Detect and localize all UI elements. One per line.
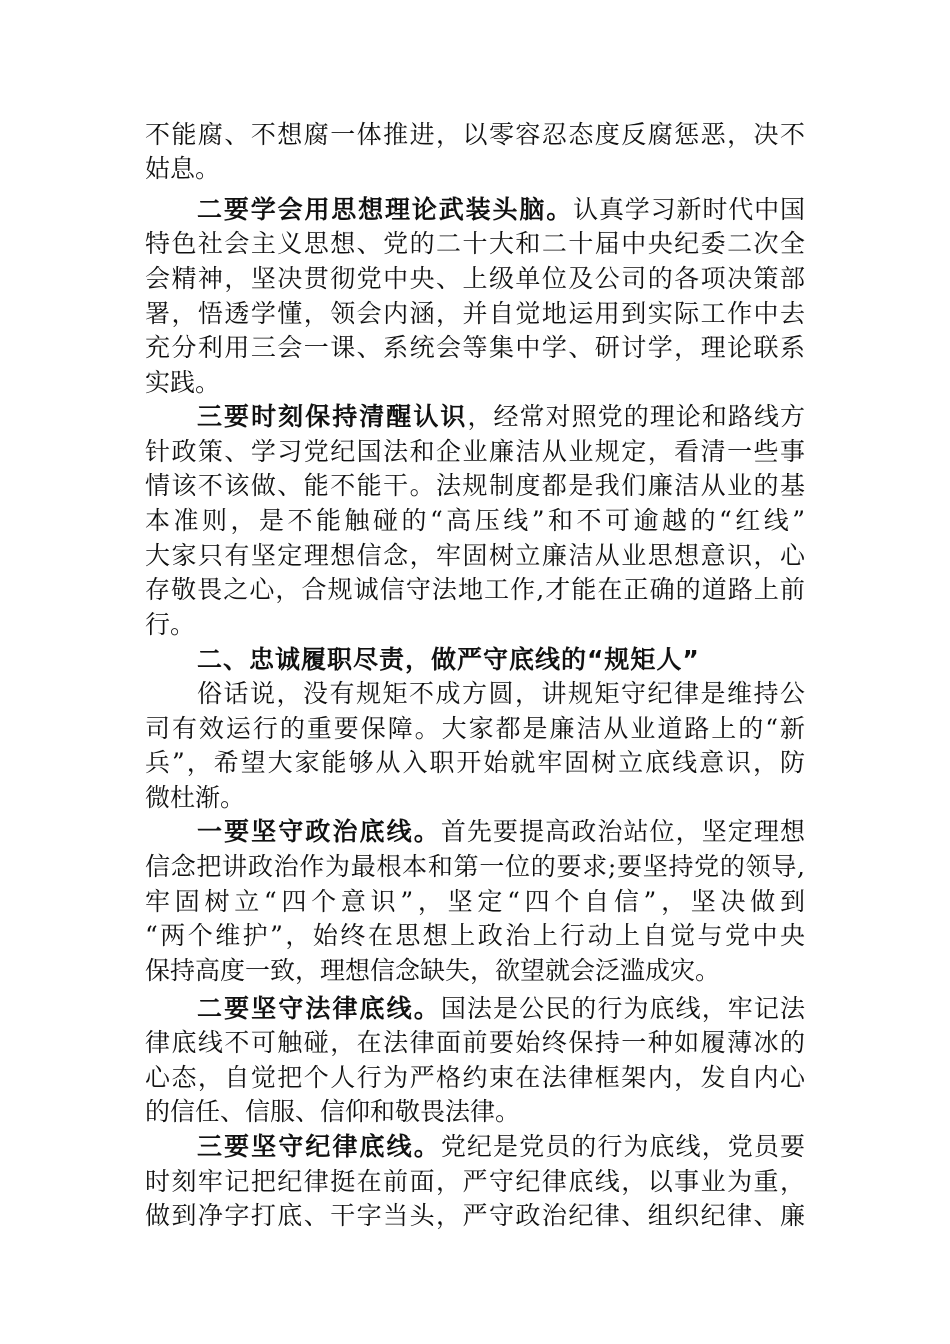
paragraph-line: 情该不该做、能不能干。法规制度都是我们廉洁从业的基: [145, 471, 805, 500]
paragraph-line: 微杜渐。: [145, 783, 246, 812]
paragraph-line: 的信任、信服、信仰和敬畏法律。: [145, 1097, 521, 1126]
section-heading: 二、忠诚履职尽责，做严守底线的“规矩人”: [197, 645, 700, 674]
paragraph-line: “两个维护”，始终在思想上政治上行动上自觉与党中央: [145, 921, 805, 950]
paragraph-line: 实践。: [145, 368, 221, 397]
paragraph-line: 充分利用三会一课、系统会等集中学、研讨学，理论联系: [145, 333, 805, 362]
paragraph-line: 律底线不可触碰，在法律面前要始终保持一种如履薄冰的: [145, 1028, 805, 1057]
paragraph-line: 大家只有坚定理想信念，牢固树立廉洁从业思想意识，心: [145, 541, 805, 570]
paragraph-line: 会精神，坚决贯彻党中央、上级单位及公司的各项决策部: [145, 264, 805, 293]
paragraph-line: 行。: [145, 610, 196, 639]
paragraph-line: 兵”，希望大家能够从入职开始就牢固树立底线意识，防: [145, 748, 805, 777]
paragraph-line: 本准则，是不能触碰的“高压线”和不可逾越的“红线”: [145, 506, 805, 535]
bold-lead: 三要坚守纪律底线。: [197, 1132, 441, 1161]
paragraph-line: 牢固树立“四个意识”，坚定“四个自信”，坚决做到: [145, 887, 805, 916]
paragraph-line: 做到净字打底、干字当头，严守政治纪律、组织纪律、廉: [145, 1201, 805, 1230]
paragraph-line: 特色社会主义思想、党的二十大和二十届中央纪委二次全: [145, 229, 805, 258]
paragraph-line: 存敬畏之心，合规诚信守法地工作,才能在正确的道路上前: [145, 575, 805, 604]
bold-lead: 二要学会用思想理论武装头脑。: [197, 195, 574, 224]
paragraph-line: 司有效运行的重要保障。大家都是廉洁从业道路上的“新: [145, 714, 805, 743]
bold-lead: 二要坚守法律底线。: [197, 994, 441, 1023]
paragraph-line: 一要坚守政治底线。首先要提高政治站位，坚定理想: [197, 817, 805, 846]
paragraph-line: 俗话说，没有规矩不成方圆，讲规矩守纪律是维持公: [197, 679, 805, 708]
paragraph-line: 二要坚守法律底线。国法是公民的行为底线，牢记法: [197, 994, 805, 1023]
paragraph-line: 三要时刻保持清醒认识，经常对照党的理论和路线方: [197, 402, 805, 431]
paragraph-line: 不能腐、不想腐一体推进，以零容忍态度反腐惩恶，决不: [145, 120, 805, 149]
paragraph-line: 姑息。: [145, 154, 221, 183]
paragraph-line: 三要坚守纪律底线。党纪是党员的行为底线，党员要: [197, 1132, 805, 1161]
bold-lead: 三要时刻保持清醒认识: [197, 402, 468, 431]
paragraph-line: 信念把讲政治作为最根本和第一位的要求;要坚持党的领导,: [145, 852, 805, 881]
paragraph-line: 心态，自觉把个人行为严格约束在法律框架内，发自内心: [145, 1063, 805, 1092]
paragraph-line: 保持高度一致，理想信念缺失，欲望就会泛滥成灾。: [145, 956, 721, 985]
paragraph-line: 署，悟透学懂，领会内涵，并自觉地运用到实际工作中去: [145, 299, 805, 328]
paragraph-line: 时刻牢记把纪律挺在前面，严守纪律底线，以事业为重，: [145, 1167, 805, 1196]
paragraph-line: 针政策、学习党纪国法和企业廉洁从业规定，看清一些事: [145, 437, 805, 466]
bold-lead: 一要坚守政治底线。: [197, 817, 441, 846]
paragraph-line: 二要学会用思想理论武装头脑。认真学习新时代中国: [197, 195, 805, 224]
